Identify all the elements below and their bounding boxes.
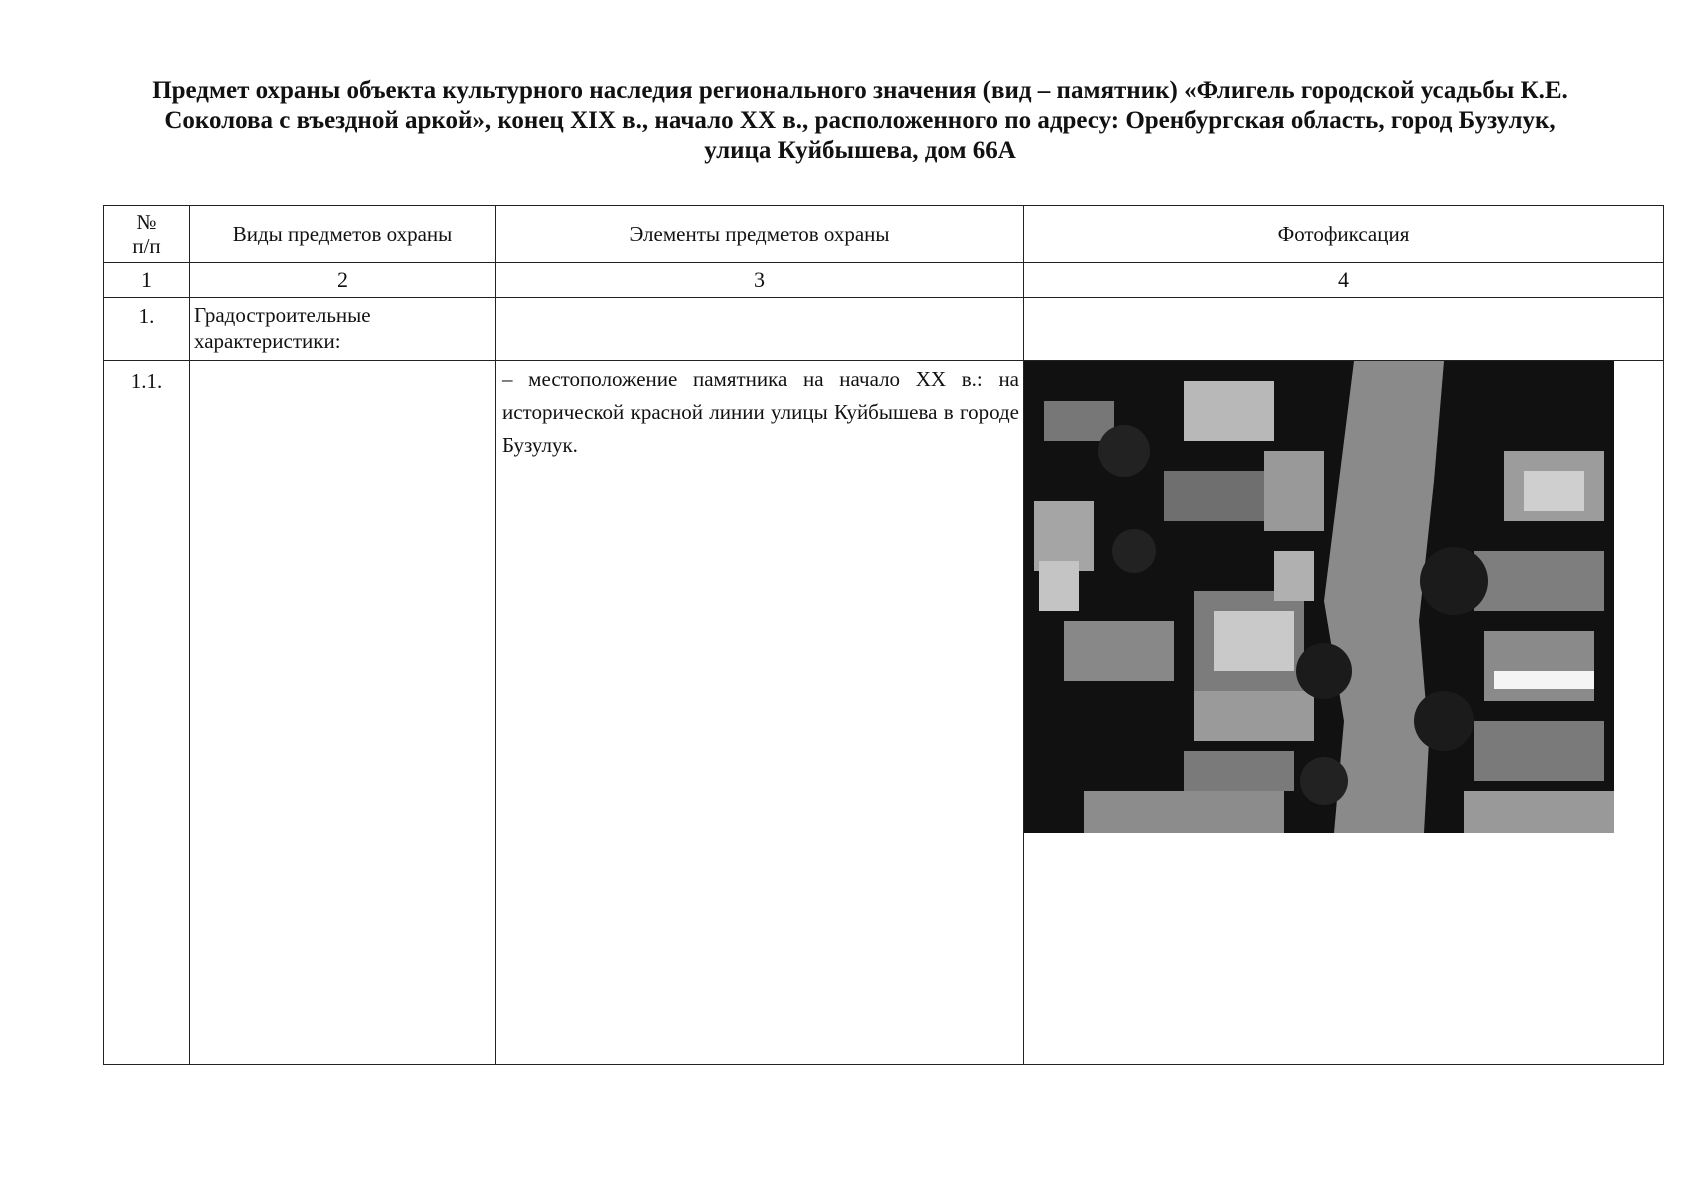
header-photo: Фотофиксация: [1024, 206, 1664, 263]
title-line-1: Предмет охраны объекта культурного наследия регионального значения (вид – памятник) «Флигель городской усадьбы К.Е.: [152, 77, 1568, 104]
title-line-2: Соколова с въездной аркой», конец XIX в., начало XX в., расположенного по адресу: Оренбургская область, город Бузулук,: [164, 107, 1556, 134]
document-title: [100, 76, 1620, 166]
header-elements: Элементы предметов охраны: [496, 206, 1024, 263]
protection-table: [103, 205, 1664, 1065]
header-num-sign: №: [136, 210, 157, 234]
section-photo: [1024, 298, 1664, 361]
section-kind-line-2: характеристики:: [194, 329, 341, 353]
column-number-row: [104, 263, 1664, 298]
item-photo-cell: [1024, 361, 1664, 1065]
header-num: [104, 206, 190, 263]
section-kind-line-1: Градостроительные: [194, 303, 371, 327]
header-num-abbr: п/п: [132, 234, 161, 258]
item-kind: [190, 361, 496, 1065]
section-kind: [190, 298, 496, 361]
aerial-photo-icon: [1024, 361, 1614, 833]
column-number: 1: [104, 263, 190, 298]
column-number: 3: [496, 263, 1024, 298]
header-kind: Виды предметов охраны: [190, 206, 496, 263]
section-elements: [496, 298, 1024, 361]
column-number: 4: [1024, 263, 1664, 298]
column-number: 2: [190, 263, 496, 298]
section-row: [104, 298, 1664, 361]
item-num: 1.1.: [104, 361, 190, 1065]
title-line-3: улица Куйбышева, дом 66А: [704, 137, 1016, 164]
item-element-text: – местоположение памятника на начало XX в.: на исторической красной линии улицы Куйбышева в городе Бузулук.: [496, 361, 1024, 1065]
table-row: [104, 361, 1664, 1065]
section-num: 1.: [104, 298, 190, 361]
header-row: [104, 206, 1664, 263]
